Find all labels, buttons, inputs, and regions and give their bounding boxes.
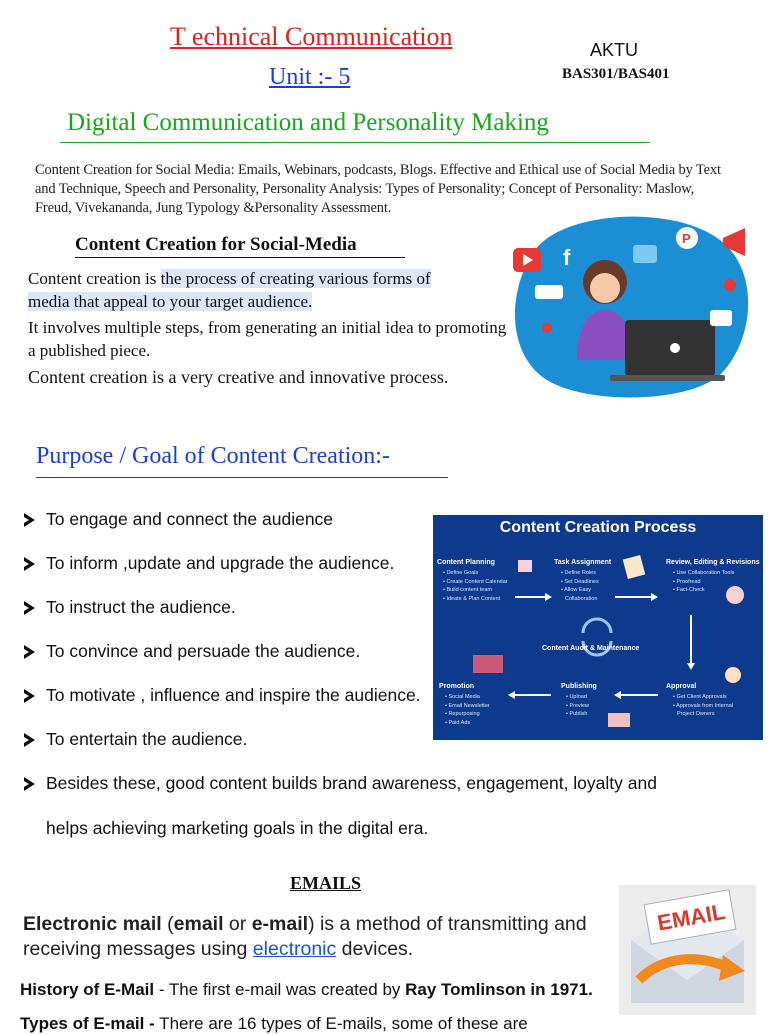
task-item: • Set Deadlines bbox=[561, 578, 599, 585]
task-item: • Define Roles bbox=[561, 570, 596, 576]
email-types bbox=[20, 1014, 528, 1034]
list-item-text: To instruct the audience. bbox=[46, 597, 236, 617]
promotion-item: • Email Newsletter bbox=[445, 702, 490, 709]
term: e-mail bbox=[251, 913, 309, 935]
purpose-underline bbox=[36, 477, 448, 478]
planning-items bbox=[443, 569, 508, 603]
list-item bbox=[24, 553, 394, 574]
list-item-text: To inform ,update and upgrade the audience. bbox=[46, 553, 395, 573]
email-definition bbox=[23, 912, 613, 962]
calendar-icon bbox=[518, 560, 532, 572]
planning-item: • Ideate & Plan Content bbox=[443, 595, 501, 602]
content-creation-heading: Content Creation for Social-Media bbox=[75, 234, 357, 255]
creative-paragraph: Content creation is a very creative and innovative process. bbox=[28, 367, 449, 387]
task-heading: Task Assignment bbox=[554, 559, 612, 566]
review-heading: Review, Editing & Revisions bbox=[666, 559, 760, 566]
approval-heading: Approval bbox=[666, 683, 697, 690]
chat-icon bbox=[633, 245, 657, 263]
review-items bbox=[673, 569, 734, 595]
diagram-title: Content Creation Process bbox=[499, 519, 697, 536]
arrow-bullet-icon bbox=[24, 645, 35, 659]
review-item: • Proofread bbox=[673, 578, 701, 585]
approval-icon bbox=[725, 667, 741, 683]
promotion-heading: Promotion bbox=[439, 683, 474, 690]
list-continuation: helps achieving marketing goals in the digital era. bbox=[46, 818, 429, 838]
review-item: • Use Collaboration Tools bbox=[673, 570, 735, 576]
planning-item: • Build content team bbox=[443, 587, 493, 593]
document-title: T echnical Communication bbox=[170, 22, 453, 51]
publishing-item: • Publish bbox=[566, 711, 588, 717]
publish-icon bbox=[608, 713, 630, 727]
list-item-text: To convince and persuade the audience. bbox=[46, 641, 361, 661]
promotion-item: • Repurposing bbox=[445, 711, 480, 717]
review-item: • Fact-Check bbox=[673, 587, 705, 593]
publishing-heading: Publishing bbox=[561, 683, 597, 690]
course-code: BAS301/BAS401 bbox=[562, 66, 670, 82]
history-text: - The first e-mail was created by bbox=[154, 980, 406, 999]
approval-item: • Approvals from Internal bbox=[673, 702, 734, 709]
arrow-bullet-icon bbox=[24, 777, 35, 791]
list-item bbox=[24, 597, 236, 618]
text: ) is a method of transmitting and receiving messages using bbox=[23, 913, 587, 960]
electronic-link[interactable]: electronic bbox=[252, 938, 337, 960]
approval-item: • Get Client Approvals bbox=[673, 694, 727, 700]
audit-heading: Content Audit & Maintenance bbox=[542, 645, 640, 652]
arrow-bullet-icon bbox=[24, 689, 35, 703]
social-media-illustration bbox=[505, 210, 755, 400]
arrow-bullet-icon bbox=[24, 513, 35, 527]
arrow-bullet-icon bbox=[24, 557, 35, 571]
content-creation-process-diagram bbox=[433, 515, 763, 740]
purpose-heading: Purpose / Goal of Content Creation:- bbox=[36, 443, 390, 469]
text: ( bbox=[161, 913, 174, 935]
list-item-text: Besides these, good content builds brand awareness, engagement, loyalty and bbox=[46, 773, 657, 793]
approval-items bbox=[673, 693, 733, 719]
highlighted-definition: the process of creating various forms of media that appeal to your target audience. bbox=[28, 269, 431, 311]
planning-item: • Define Goals bbox=[443, 570, 479, 576]
list-item bbox=[24, 641, 360, 662]
list-item bbox=[24, 685, 421, 706]
person-face bbox=[590, 273, 620, 303]
promotion-item: • Paid Ads bbox=[445, 719, 471, 726]
facebook-icon: f bbox=[563, 245, 571, 270]
planning-heading: Content Planning bbox=[437, 559, 495, 566]
definition-prefix: Content creation is bbox=[28, 269, 161, 288]
promotion-items bbox=[445, 693, 490, 727]
term: Electronic mail bbox=[23, 913, 162, 935]
svg-text:P: P bbox=[682, 231, 691, 246]
list-item bbox=[24, 773, 657, 794]
heading-underline bbox=[75, 257, 405, 258]
definition-paragraph bbox=[28, 267, 468, 313]
list-item-text: To engage and connect the audience bbox=[46, 509, 334, 529]
inventor-name: Ray Tomlinson in 1971. bbox=[405, 980, 593, 999]
email-badge-text: EMAIL bbox=[655, 899, 728, 936]
text: or bbox=[223, 913, 252, 935]
publishing-item: • Upload bbox=[566, 694, 587, 700]
text: devices. bbox=[336, 938, 414, 960]
note-icon bbox=[623, 555, 646, 579]
email-envelope-image bbox=[619, 885, 756, 1015]
publishing-items bbox=[566, 693, 589, 719]
list-item bbox=[24, 509, 333, 530]
university-label: AKTU bbox=[590, 40, 639, 60]
list-item-text: To entertain the audience. bbox=[46, 729, 248, 749]
task-item: • Allow Easy bbox=[561, 587, 592, 593]
emails-heading: EMAILS bbox=[290, 873, 362, 893]
unit-label: Unit :- 5 bbox=[269, 64, 351, 90]
types-label: Types of E-mail - bbox=[20, 1014, 155, 1033]
email-history bbox=[20, 980, 593, 1000]
topic-underline bbox=[60, 142, 650, 143]
promotion-icon bbox=[473, 655, 503, 673]
history-label: History of E-Mail bbox=[20, 980, 155, 999]
approval-item: Project Owners bbox=[677, 711, 715, 717]
promotion-item: • Social Media bbox=[445, 694, 480, 700]
task-items bbox=[561, 569, 599, 603]
publishing-item: • Preview bbox=[566, 702, 590, 709]
term: email bbox=[173, 913, 224, 935]
task-item: Collaboration bbox=[565, 595, 598, 602]
list-item bbox=[24, 729, 247, 750]
syllabus-text: Content Creation for Social Media: Emails, Webinars, podcasts, Blogs. Effective and Ethical use of Social Media by Text and Technique, Speech and Personality, Personality Analysis: Types of Personality; Concept of Personality: Maslow, Freud, Vivekananda, Jung Typology &Personality Assessment. bbox=[35, 162, 721, 216]
arrow-bullet-icon bbox=[24, 601, 35, 615]
list-item-text: To motivate , influence and inspire the audience. bbox=[46, 685, 421, 705]
planning-item: • Create Content Calendar bbox=[443, 578, 508, 585]
types-text: There are 16 types of E-mails, some of these are bbox=[154, 1014, 528, 1033]
arrow-bullet-icon bbox=[24, 733, 35, 747]
cycle-icon bbox=[583, 619, 611, 633]
steps-paragraph: It involves multiple steps, from generating an initial idea to promoting a published piece. bbox=[28, 318, 507, 360]
topic-heading: Digital Communication and Personality Making bbox=[67, 109, 549, 136]
heart-icon bbox=[542, 323, 552, 333]
